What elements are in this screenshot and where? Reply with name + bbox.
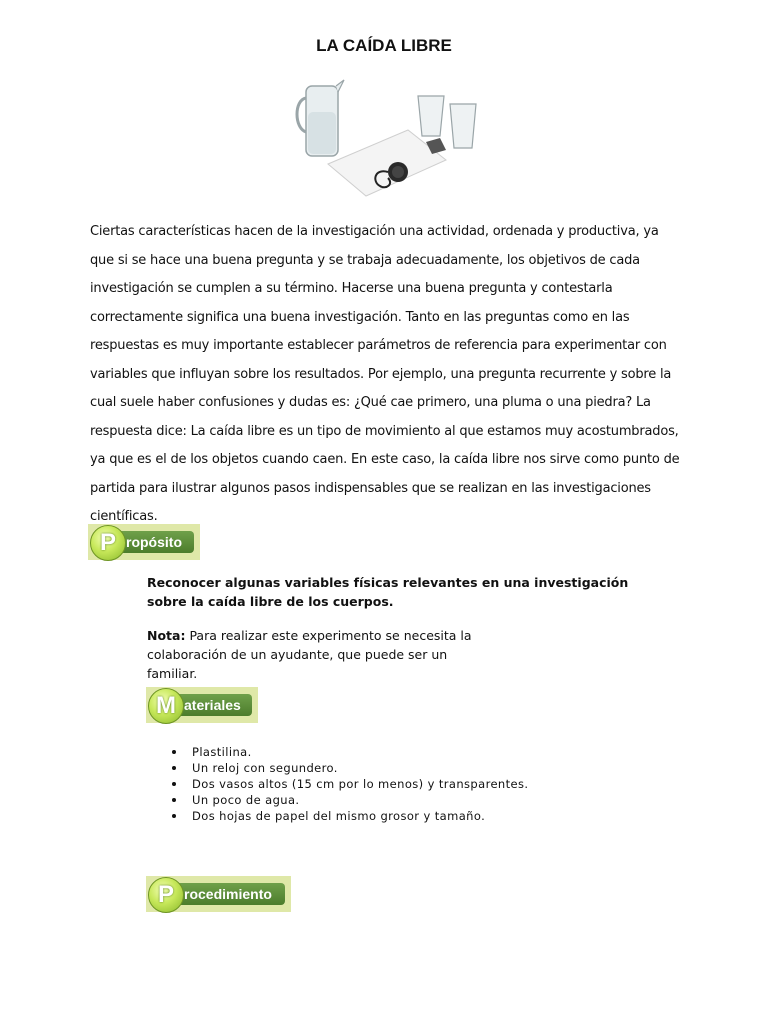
proposito-initial: P [90,525,126,561]
procedimiento-heading [146,876,291,912]
list-item: Un poco de agua. [166,792,528,808]
materiales-label: ateriales [184,697,241,713]
intro-paragraph: Ciertas características hacen de la investigación una actividad, ordenada y productiva, ya que si se hace una buena pregunta y se trabaja adecuadamente, los objetivos de cada investigación se cumplen a su término. Hacerse una buena pregunta y contestarla correctamente significa una buena investigación. Tanto en las preguntas como en las respuestas es muy importante establecer parámetros de referencia para experimentar con variables que influyan sobre los resultados. Por ejemplo, una pregunta recurrente y sobre la cual suele haber confusiones y dudas es: ¿Qué cae primero, una pluma o una piedra? La respuesta dice: La caída libre es un tipo de movimiento al que estamos muy acostumbrados, ya que es el de los objetos cuando caen. En este caso, la caída libre nos sirve como punto de partida para ilustrar algunos pasos indispensables que se realizan en las investigaciones científicas. [90,224,680,524]
page-title: LA CAÍDA LIBRE [316,36,452,55]
materiales-initial: M [148,688,184,724]
note-label: Nota: [147,628,186,643]
procedimiento-initial: P [148,877,184,913]
procedimiento-label: rocedimiento [184,886,272,902]
list-item: Dos hojas de papel del mismo grosor y tamaño. [166,808,528,824]
note-paragraph [147,626,487,683]
list-item: Dos vasos altos (15 cm por lo menos) y transparentes. [166,776,528,792]
purpose-text: Reconocer algunas variables físicas relevantes en una investigación sobre la caída libre de los cuerpos. [147,575,629,609]
proposito-label: ropósito [126,534,182,550]
list-item: Un reloj con segundero. [166,760,528,776]
materials-illustration [288,72,488,200]
list-item: Plastilina. [166,744,528,760]
note-text: Para realizar este experimento se necesita la colaboración de un ayudante, que puede ser un familiar. [147,628,472,681]
materials-list [166,744,528,824]
proposito-heading [88,524,200,560]
materiales-heading [146,687,258,723]
